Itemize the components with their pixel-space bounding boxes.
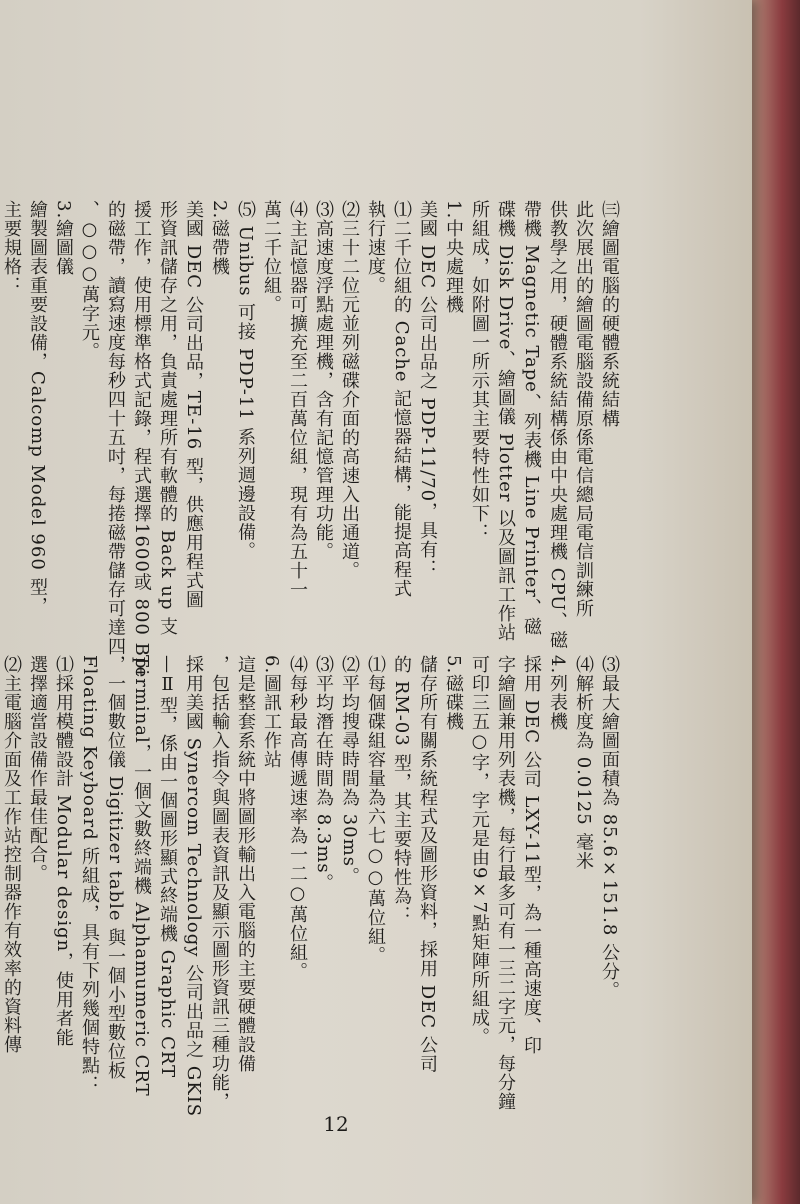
text-column: 形資訊儲存之用，負責處理所有軟體的 Back up 支 [157, 200, 178, 637]
text-column: 可印三五○字，字元是由9×7點矩陣所組成。 [469, 655, 490, 1047]
text-column: 1.中央處理機 [443, 200, 464, 315]
text-column: 美國 DEC 公司出品，TE-16 型，供應用程式圖 [183, 200, 204, 609]
text-column: 這是整套系統中將圖形輸出入電腦的主要硬體設備 [235, 655, 256, 1073]
text-column: ⑴每個碟組容量為六七○○萬位組。 [365, 655, 386, 965]
text-column: 4.列表機 [547, 655, 568, 732]
bottom-text-block [1, 655, 622, 1118]
text-column: ⑷主記憶器可擴充至二百萬位組，現有為五十一 [287, 200, 308, 599]
text-column: Floating Keyboard 所組成，具有下列幾個特點： [79, 655, 100, 1095]
text-column: 6.圖訊工作站 [261, 655, 282, 770]
text-column: 字繪圖兼用列表機，每行最多可有一三二字元，每分鐘 [495, 655, 516, 1111]
text-column: —Ⅱ型，係由一個圖形顯式終端機 Graphic CRT [157, 655, 178, 1079]
text-column: ⑶平均潛在時間為 8.3ms。 [313, 655, 334, 893]
text-column: 3.繪圖儀 [53, 200, 74, 277]
text-column: 碟機 Disk Drive、繪圖儀 Plotter 以及圖訊工作站 [495, 200, 516, 643]
text-column: ⑴二千位組的 Cache 記憶器結構，能提高程式 [391, 200, 412, 599]
text-column: 供教學之用，硬體系統結構係由中央處理機 CPU、磁 [547, 200, 568, 650]
text-column: 儲存所有關系統程式及圖形資料，採用 DEC 公司 [417, 655, 438, 1074]
text-column: ⑵平均搜尋時間為 30ms。 [339, 655, 360, 886]
text-column: 此次展出的繪圖電腦設備原係電信總局電信訓練所 [573, 200, 594, 618]
text-column: ⑷解析度為 0.0125 毫米 [573, 655, 594, 871]
text-column: 選擇適當設備作最佳配合。 [27, 655, 48, 883]
text-column: 所組成，如附圖一所示其主要特性如下： [469, 200, 490, 542]
text-column: 援工作，使用標準格式記錄，程式選擇1600或 800 Bpi [131, 200, 152, 677]
text-column: 主要規格： [1, 200, 22, 295]
text-column: 採用 DEC 公司 LXY-11型，為一種高速度、印 [521, 655, 542, 1056]
text-column: 的磁帶，讀寫速度每秒四十五吋，每捲磁帶儲存可達四 [105, 200, 126, 656]
text-column: ，包括輸入指令與圖表資訊及顯示圖形資訊三種功能， [209, 655, 230, 1111]
text-column: 帶機 Magnetic Tape、列表機 Line Printer、磁 [521, 200, 542, 636]
page-number-text: 12 [323, 1112, 349, 1136]
page-number [0, 1112, 752, 1136]
text-column: ，一個數位儀 Digitizer table 與一個小型數位板 [105, 655, 126, 1081]
text-column: ⑶高速度浮點處理機，含有記憶管理功能。 [313, 200, 334, 561]
text-column: 萬二千位組。 [261, 200, 282, 314]
text-column: 繪製圖表重要設備，Calcomp Model 960 型， [27, 200, 48, 616]
text-column: ⑵主電腦介面及工作站控制器作有效率的資料傳 [1, 655, 22, 1054]
text-column: 5.磁碟機 [443, 655, 464, 732]
text-column: 執行速度。 [365, 200, 386, 295]
text-column: ⑵三十二位元並列磁碟介面的高速入出通道。 [339, 200, 360, 580]
text-column: ⑷每秒最高傳遞速率為一二○萬位組。 [287, 655, 308, 981]
text-column: ⑶最大繪圖面積為 85.6×151.8 公分。 [599, 655, 620, 1001]
text-column: 採用美國 Synercom Technology 公司出品之 GKIS [183, 655, 204, 1118]
text-column: ⑴採用模體設計 Modular design，使用者能 [53, 655, 74, 1048]
top-text-block [1, 200, 622, 677]
text-column: 美國 DEC 公司出品之 PDP-11/70，具有： [417, 200, 438, 579]
text-column: ⑸ Unibus 可接 PDP-11 系列週邊設備。 [235, 200, 256, 561]
text-column: 的 RM-03 型，其主要特性為： [391, 655, 412, 925]
text-column: 、○○○萬字元。 [79, 200, 100, 361]
text-column: ㈢繪圖電腦的硬體系統結構 [599, 200, 620, 428]
text-column: Terminal，一個文數終端機 Alphamumeric CRT [131, 655, 152, 1097]
text-column: 2.磁帶機 [209, 200, 230, 277]
